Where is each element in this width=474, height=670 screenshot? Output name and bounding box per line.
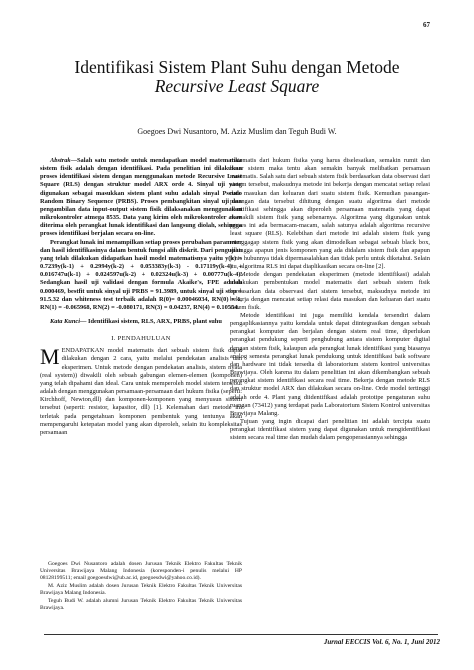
right-paragraph-3: Metode identifikasi ini juga memiliki kendala tersendiri dalam pengaplikasiannya yaitu kendala untuk dapat diintegrasikan dengan sebuah perangkat komputer dan berjalan dengan sistem real time, diperlukan perangkat pendukung seperti penghubung antara sistem komputer digital dengan sistem fisik, kalaupun ada perangkat lunak identifikasi yang biasanya analog semesta perangkat lunak pendukung untuk identifikasi baik software dan hardware ini tidak tersedia di laboratorium sistem kontrol universitas Brawijaya. Oleh karena itu dalam penelitian ini akan dikembangkan sebuah perangkat sistem identifikasi secara real time. Bekerja dengan metode RLS dan struktur model ARX dan dilakukan secara on-line. Orde model tertinggi adalah orde 4. Plant yang diidentifikasi adalah prototipe pengaturan suhu ruangan (73412) yang terdapat pada Laboratorium Sistem Kontrol universitas Brawijaya Malang. — [230, 311, 430, 417]
right-paragraph-4: Tujuan yang ingin dicapai dari penelitian ini adalah tercipta suatu perangkat identifikasi sistem yang dapat digunakan untuk mengidentifikasi sistem secara real time dan mudah dalam pengoperasiannya sehingga — [230, 418, 430, 442]
introduction-paragraph — [40, 344, 242, 437]
authors: Goegoes Dwi Nusantoro, M. Aziz Muslim dan Teguh Budi W. — [137, 127, 337, 136]
left-column — [40, 157, 242, 437]
journal-footer: Jurnal EECCIS Vol. 6, No. 1, Juni 2012 — [323, 638, 440, 646]
page-number: 67 — [423, 21, 430, 29]
section-heading-introduction: I. PENDAHULUAN — [111, 335, 171, 343]
footnotes — [40, 561, 242, 613]
keywords-label: Kata Kunci — [50, 317, 81, 325]
right-paragraph-2: Metode dengan pendekatan eksperimen (metode identifikasi) adalah melakukan pembentukan model matematis dari sebuah sistem fisik berdasarkan data observasi dari sistem tersebut, maksudnya metode ini bekerja dengan mencatat setiap relasi data masukan dan keluaran dari suatu sistem fisik. — [230, 271, 430, 311]
abstract-label: Abstrak — [50, 157, 71, 164]
dropcap: M — [40, 344, 60, 370]
paper-title: Identifikasi Sistem Plant Suhu dengan Metode — [74, 57, 400, 77]
paper-subtitle: Recursive Least Square — [154, 76, 320, 96]
footnote-author-2: M. Aziz Muslim adalah dosen Jurusan Teknik Elektro Fakultas Teknik Universitas Brawijaya Malang Indonesia. — [40, 583, 242, 596]
abstract-results: Perangkat lunak ini menampilkan setiap proses perubahan parameter dan hasil identifikasinya dalam bentuk fungsi alih diskrit. Dari pengujian yang telah dilakukan didapatkan hasil model matematisnya yaitu y(k) = 0.7239y(k-1) + 0.2994y(k-2) + 0.053383y(k-3) - 0.17119y(k-4) + 0.016747u(k-1) + 0.024597u(k-2) + 0.02324u(k-3) + 0.00777u(k-4). Sedangkan hasil uji validasi dengan formula Akaike's, FPE adalah 0.000469, bestfit untuk sinyal uji PRBS = 91.3989, untuk sinyal uji step = 91.5.32 dan whiteness test terbaik adalah R(0)= 0.00046034, RN(0) = 1, RN(1) = -0.065968, RN(2) = -0.080171, RN(3) = 0.04237, RN(4) = 0.10554. — [40, 238, 242, 311]
footer-rule — [44, 634, 438, 635]
keywords — [40, 318, 242, 326]
introduction-text: ENDAPATKAN model matematis dari sebuah sistem fisik dapat dilakukan dengan 2 cara, yaitu melalui pendekatan analisis dan eksperimen. Untuk metode dengan pendekatan analisis, sistem nyata (real system)) diwakili oleh sebuah gabungan elemen-elemen (komponen) yang telah dipahami dan ideal. Cara untuk memperoleh model sistem tersebut adalah dengan menggunakan persamaan-persamaan dari hukum fisika (seperti: Kirchhoff, Newton,dll) dan komponen-komponen yang menyusun sistem tersebut (seperti: resistor, kapasitor, dll) [1]. Kelemahan dari metode ini terletak pada pengetahuan komponen pembentuk yang tentunya akan mempengaruhi ketepatan model yang akan diperoleh, selain itu kompleksitas persamaan — [40, 347, 242, 436]
footnote-author-1: Goegoes Dwi Nusantoro adalah dosen Jurusan Teknik Elektro Fakultas Teknik Universitas Brawijaya Malang Indonesia (koresponden-i penulis melalui HP 08128199511; email goegoesdwi@ub.ac.id, goegoesdwi@yahoo.co.id). — [40, 561, 242, 581]
right-paragraph-1: matematis dari hukum fisika yang harus diselesaikan, semakin rumit dan besar sistem maka tentu akan semakin banyak melibatkan persamaan matematis. Salah satu dari sebuah sistem fisik berdasarkan data observasi dari sistem tersebut, maksudnya metode ini bekerja dengan mencatat setiap relasi data masukan dan keluaran dari suatu sistem fisik. Kemudian pasangan-pasangan data tersebut dihitung dengan suatu algoritma dari metode identifikasi sehingga akan diperoleh persamaan matematis yang dapat mewakili sistem fisik yang sebenarnya. Algoritma yang digunakan untuk proses ini ada bermacam-macam, salah satunya adalah algoritma recursive least square (RLS). Kelebihan dari metode ini adalah sistem fisik yang menggagap sistem fisik yang akan dimodelkan sebagai sebuah black box, sehingga apapun jenis komponen yang ada didalam sistem fisik dan apapun jenis hubunnya tidak dipermasalahkan dan tidak perlu untuk diketahui. Selain itu, algoritma RLS ini dapat diaplikasikan secara on-line [2]. — [230, 157, 430, 271]
abstract-text: —Salah satu metode untuk mendapatkan model matematika sistem fisik adalah dengan identifikasi. Pada penelitian ini dilakukan proses identifikasi sistem dengan menggunakan metode Recursive Least Square (RLS) dengan struktur model ARX orde 4. Sinyal uji yang digunakan sebagai masukkan sistem plant suhu adalah sinyal Pseudo Random Binary Sequence (PRBS). Proses pembangkitan sinyal uji dan pengambilan data input-output sistem fisik dilaksanakan menggunakan mikrokontroler atmega 8535. Data yang kirim oleh mikrokontroler akan diterima oleh perangkat lunak identifikasi dan langsung diolah, sehingga proses identifikasi berjalan secara on-line. — [40, 157, 242, 238]
keywords-text: — Identifikasi sistem, RLS, ARX, PRBS, plant suhu — [80, 317, 222, 325]
abstract — [40, 157, 242, 239]
footnote-author-3: Teguh Budi W. adalah alumni Jurusan Teknik Elektro Fakultas Teknik Universitas Brawijaya. — [40, 598, 242, 611]
right-column — [230, 157, 430, 442]
